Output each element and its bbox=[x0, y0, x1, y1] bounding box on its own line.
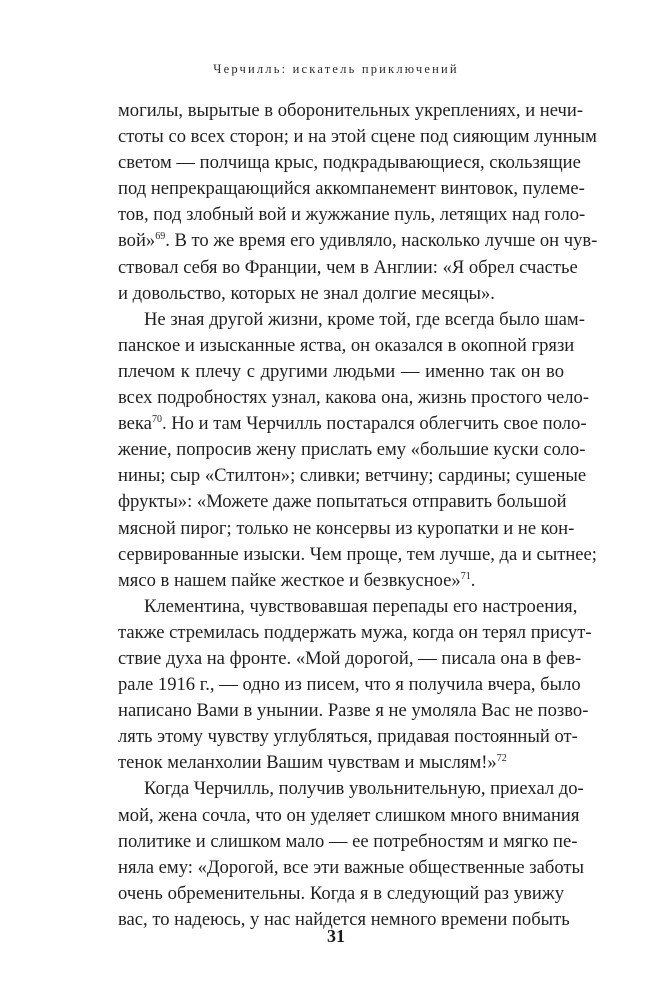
text-line bbox=[118, 594, 578, 620]
text-line bbox=[118, 176, 585, 202]
text-line bbox=[118, 803, 580, 829]
text-line bbox=[118, 516, 575, 542]
line-text: вас, то надеюсь, у нас найдется немного времени побыть bbox=[118, 908, 570, 930]
line-text: очень обременительны. Когда я в следующий раз увижу bbox=[118, 882, 564, 904]
line-text: фрукты»: «Можете даже попытаться отправить большой bbox=[118, 491, 567, 513]
text-line bbox=[118, 698, 589, 724]
text-line bbox=[118, 776, 584, 802]
text-line bbox=[118, 437, 586, 463]
line-text: мясо в нашем пайке жесткое и безвкусное» bbox=[118, 569, 461, 591]
line-text-after: . bbox=[470, 569, 476, 591]
line-text: плечом к плечу с другими людьми — именно так он во bbox=[118, 360, 564, 382]
line-text: могилы, вырытые в оборонительных укреплениях, и нечи- bbox=[118, 100, 584, 121]
paragraph bbox=[118, 307, 597, 594]
line-text: ствовал себя во Франции, чем в Англии: «Я обрел счастье bbox=[118, 256, 578, 278]
text-line bbox=[118, 385, 590, 411]
line-text: тов, под злобный вой и жужжание пуль, летящих над голо- bbox=[118, 204, 586, 226]
text-line bbox=[118, 411, 587, 437]
text-line bbox=[118, 150, 581, 176]
line-text: Когда Черчилль, получив увольнительную, приехал до- bbox=[144, 778, 584, 800]
text-line bbox=[118, 281, 564, 307]
paragraph bbox=[118, 776, 584, 933]
footnote-ref: 70 bbox=[151, 414, 162, 426]
text-line bbox=[118, 620, 592, 646]
line-text: и довольство, которых не знал долгие месяцы». bbox=[118, 282, 495, 304]
line-text: мясной пирог; только не консервы из куропатки и не кон- bbox=[118, 517, 575, 539]
text-line bbox=[118, 568, 564, 594]
line-text: политике и слишком мало — ее потребностям и мягко пе- bbox=[118, 830, 578, 852]
text-line bbox=[118, 646, 582, 672]
text-line bbox=[118, 881, 564, 907]
text-line bbox=[118, 98, 584, 124]
line-text: лять этому чувству углубляться, придавая постоянный от- bbox=[118, 726, 578, 748]
footnote-ref: 72 bbox=[496, 753, 507, 765]
text-line bbox=[118, 489, 567, 515]
text-line bbox=[118, 542, 597, 568]
text-line bbox=[118, 855, 584, 881]
line-text: сервированные изыски. Чем проще, тем лучше, да и сытнее; bbox=[118, 543, 597, 565]
line-text: рале 1916 г., — одно из писем, что я получила вчера, было bbox=[118, 674, 581, 696]
text-line bbox=[118, 750, 564, 776]
text-line bbox=[118, 672, 581, 698]
line-text: няла ему: «Дорогой, все эти важные общественные заботы bbox=[118, 856, 584, 878]
text-line bbox=[118, 228, 598, 254]
line-text: тенок меланхолии Вашим чувствам и мыслям!» bbox=[118, 752, 497, 774]
line-text: мой, жена сочла, что он уделяет слишком много внимания bbox=[118, 804, 580, 826]
text-line bbox=[118, 463, 587, 489]
line-text: светом — полчища крыс, подкрадывающиеся, скользящие bbox=[118, 152, 581, 174]
line-text: ствие духа на фронте. «Мой дорогой, — писала она в фев- bbox=[118, 647, 582, 669]
text-line bbox=[118, 359, 564, 385]
text-line bbox=[118, 829, 578, 855]
line-text: под непрекращающийся аккомпанемент винтовок, пулеме- bbox=[118, 178, 585, 200]
text-line bbox=[118, 255, 578, 281]
text-line bbox=[118, 333, 575, 359]
page-number: 31 bbox=[327, 926, 345, 946]
text-line bbox=[118, 202, 586, 228]
line-text-after: . В то же время его удивляло, насколько лучше он чув- bbox=[165, 230, 598, 252]
paragraph bbox=[118, 594, 592, 777]
body-text bbox=[118, 98, 598, 933]
line-text: стоты со всех сторон; и на этой сцене под сияющим лунным bbox=[118, 126, 597, 148]
paragraph bbox=[118, 98, 598, 307]
footnote-ref: 69 bbox=[155, 231, 166, 243]
line-text-after: . Но и там Черчилль постарался облегчить свое поло- bbox=[161, 413, 587, 435]
line-text: жение, попросив жену прислать ему «большие куски соло- bbox=[118, 439, 586, 461]
line-text: нины; сыр «Стилтон»; сливки; ветчину; сардины; сушеные bbox=[118, 465, 587, 487]
line-text: панское и изысканные яства, он оказался в окопной грязи bbox=[118, 334, 575, 356]
line-text: также стремилась поддержать мужа, когда он терял присут- bbox=[118, 621, 592, 643]
line-text: написано Вами в унынии. Разве я не умоляла Вас не позво- bbox=[118, 700, 589, 722]
line-text: века bbox=[118, 413, 152, 435]
line-text: всех подробностях узнал, какова она, жизнь простого чело- bbox=[118, 387, 590, 409]
line-text: вой» bbox=[118, 230, 156, 252]
line-text: Клементина, чувствовавшая перепады его настроения, bbox=[144, 595, 578, 617]
text-line bbox=[118, 307, 585, 333]
text-line bbox=[118, 124, 597, 150]
footnote-ref: 71 bbox=[460, 570, 471, 582]
running-head: Черчилль: искатель приключений bbox=[213, 62, 459, 76]
text-line bbox=[118, 724, 578, 750]
line-text: Не зная другой жизни, кроме той, где всегда было шам- bbox=[144, 308, 585, 330]
